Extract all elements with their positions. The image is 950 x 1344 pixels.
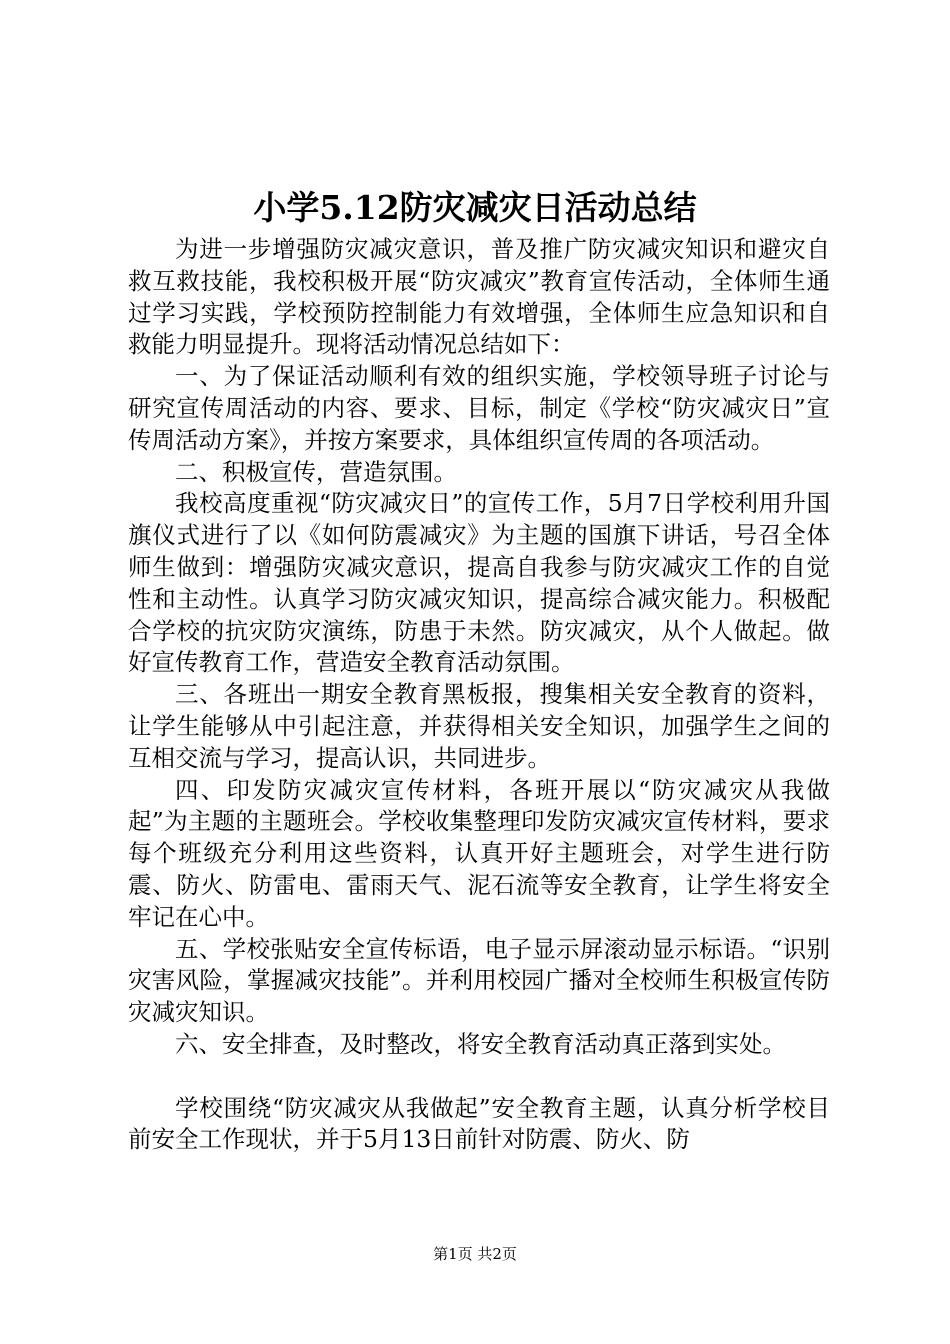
document-body (128, 234, 830, 1156)
paragraph-section-2-heading: 二、积极宣传，营造氛围。 (175, 457, 457, 486)
paragraph-section-6-body: 学校围绕“防灾减灾从我做起”安全教育主题，认真分析学校目前安全工作现状，并于5月13日前针对防震、防火、防 (128, 1093, 830, 1154)
paragraph-section-6-heading: 六、安全排查，及时整改，将安全教育活动真正落到实处。 (175, 1029, 786, 1058)
paragraph-section-2-body: 我校高度重视“防灾减灾日”的宣传工作，5月7日学校利用升国旗仪式进行了以《如何防震减灾》为主题的国旗下讲话，号召全体师生做到：增强防灾减灾意识，提高自我参与防灾减灾工作的自觉性和主动性。认真学习防灾减灾知识，提高综合减灾能力。积极配合学校的抗灾防灾演练，防患于未然。防灾减灾，从个人做起。做好宣传教育工作，营造安全教育活动氛围。 (128, 489, 830, 677)
document-title: 小学5.12防灾减灾日活动总结 (253, 188, 697, 227)
paragraph-section-3: 三、各班出一期安全教育黑板报，搜集相关安全教育的资料，让学生能够从中引起注意，并获得相关安全知识，加强学生之间的互相交流与学习，提高认识，共同进步。 (128, 680, 830, 772)
page-footer: 第1页 共2页 (433, 1245, 517, 1263)
paragraph-section-1: 一、为了保证活动顺利有效的组织实施，学校领导班子讨论与研究宣传周活动的内容、要求、目标，制定《学校“防灾减灾日”宣传周活动方案》，并按方案要求，具体组织宣传周的各项活动。 (128, 362, 830, 454)
paragraph-section-4: 四、印发防灾减灾宣传材料，各班开展以“防灾减灾从我做起”为主题的主题班会。学校收集整理印发防灾减灾宣传材料，要求每个班级充分利用这些资料，认真开好主题班会，对学生进行防震、防火、防雷电、雷雨天气、泥石流等安全教育，让学生将安全牢记在心中。 (128, 775, 830, 931)
paragraph-section-5: 五、学校张贴安全宣传标语，电子显示屏滚动显示标语。“识别灾害风险，掌握减灾技能”。并利用校园广播对全校师生积极宣传防灾减灾知识。 (128, 934, 830, 1027)
paragraph-intro: 为进一步增强防灾减灾意识，普及推广防灾减灾知识和避灾自救互救技能，我校积极开展“防灾减灾”教育宣传活动，全体师生通过学习实践，学校预防控制能力有效增强，全体师生应急知识和自救能力明显提升。现将活动情况总结如下： (128, 235, 830, 359)
